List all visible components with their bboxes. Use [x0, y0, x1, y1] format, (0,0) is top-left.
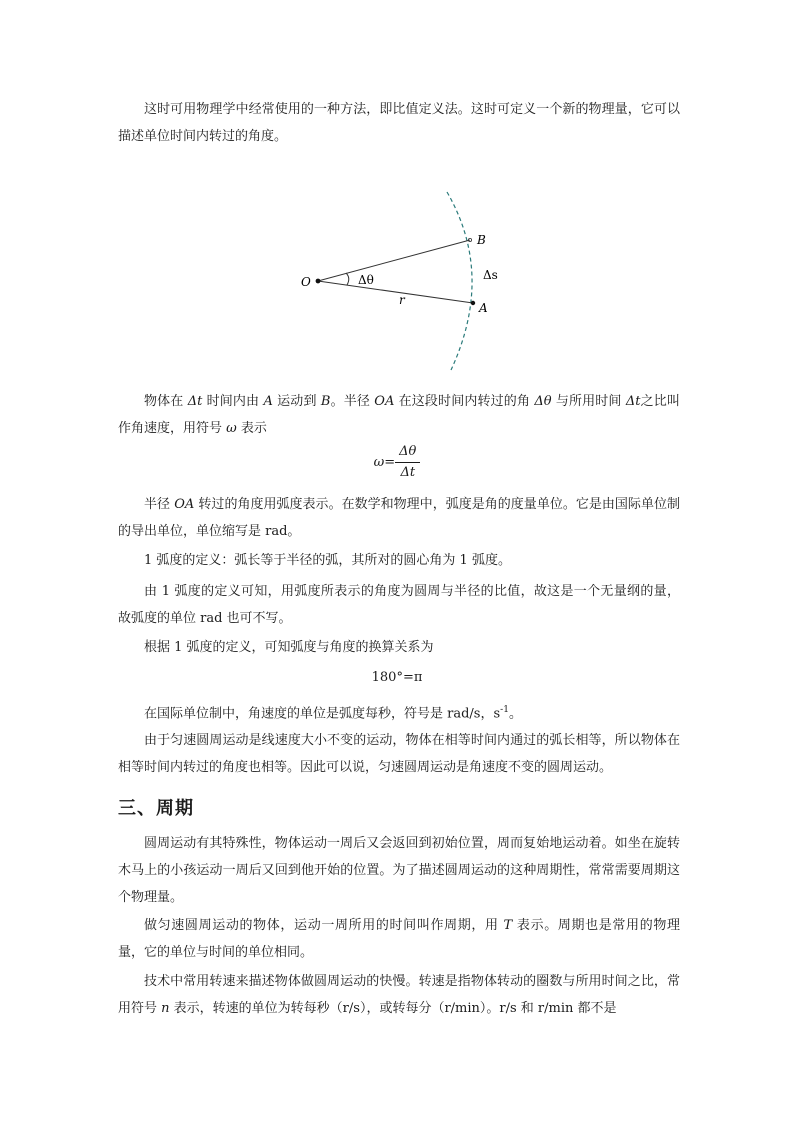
label-a: A: [479, 301, 488, 315]
point-a: [471, 301, 475, 305]
symbol-omega: ω: [226, 421, 237, 436]
text: 半径: [144, 497, 171, 512]
paragraph-angular-velocity-definition: [118, 388, 680, 442]
symbol-oa: OA: [374, 394, 395, 409]
symbol-n: n: [161, 1001, 170, 1016]
paragraph-uniform-circular-motion: 由于匀速圆周运动是线速度大小不变的运动，物体在相等时间内通过的弧长相等，所以物体在相等时间内转过的角度也相等。因此可以说，匀速圆周运动是角速度不变的圆周运动。: [118, 733, 680, 775]
symbol-dt: Δt: [187, 394, 203, 409]
text: 转过的角度用弧度表示。在数学和物理中，弧度是角的度量单位。它是由国际单位制的导出单位，单位缩写是 rad。: [118, 497, 680, 539]
symbol-dtheta: Δθ: [534, 394, 552, 409]
text: 之比叫作角速度，用符号: [118, 394, 680, 436]
label-ds: Δs: [483, 268, 498, 282]
text: 表示，转速的单位为转每秒（r/s），或转每分（r/min）。r/s 和 r/min 都不是: [173, 1001, 617, 1016]
symbol-a: A: [263, 394, 273, 409]
superscript: -1: [500, 705, 509, 715]
label-b: B: [477, 233, 486, 247]
fraction-denominator: Δt: [400, 465, 416, 480]
equation-fraction: [395, 443, 420, 482]
text: 表示: [240, 421, 267, 436]
text: 与所用时间: [555, 394, 622, 409]
paragraph-radian-definition: 1 弧度的定义：弧长等于半径的弧，其所对的圆心角为 1 弧度。: [144, 553, 511, 568]
symbol-t: T: [503, 918, 513, 933]
symbol-oa: OA: [174, 497, 195, 512]
point-o: [316, 279, 321, 284]
text: 物体在: [144, 394, 184, 409]
text: 技术中常用转速来描述物体做圆周运动的快慢。转速是指物体转动的圈数与所用时间之比，常用符号: [118, 974, 680, 1016]
text: 运动到: [277, 394, 317, 409]
equation-omega: [0, 443, 794, 482]
paragraph-ratio-definition: 这时可用物理学中经常使用的一种方法，即比值定义法。这时可定义一个新的物理量，它可以描述单位时间内转过的角度。: [118, 102, 680, 144]
text: 在这段时间内转过的角: [398, 394, 531, 409]
paragraph-periodicity: 圆周运动有其特殊性，物体运动一周后又会返回到初始位置，周而复始地运动着。如坐在旋转木马上的小孩运动一周后又回到他开始的位置。为了描述圆周运动的这种周期性，常常需要周期这个物理量。: [118, 836, 680, 905]
label-o: O: [301, 275, 311, 289]
angle-arc: [346, 273, 349, 285]
text: 做匀速圆周运动的物体，运动一周所用的时间叫作周期，用: [144, 918, 499, 933]
circle-arc: [447, 192, 472, 370]
paragraph-period-definition: [118, 912, 680, 966]
section-heading-period: 三、周期: [118, 798, 194, 819]
symbol-dt: Δt: [625, 394, 641, 409]
text: 表示。周期也是常用的物理量，它的单位与时间的单位相同。: [118, 918, 680, 960]
text: 。半径: [330, 394, 371, 409]
label-r: r: [399, 293, 405, 307]
text: 时间内由: [206, 394, 260, 409]
equation-lhs: ω=: [373, 455, 396, 470]
angular-velocity-figure: [0, 180, 794, 390]
label-dtheta: Δθ: [358, 273, 374, 287]
text: 。: [508, 706, 522, 722]
paragraph-rotation-speed: [118, 968, 680, 1022]
text: 在国际单位制中，角速度的单位是弧度每秒，符号是 rad/s，s: [144, 706, 501, 722]
paragraph-conversion: 根据 1 弧度的定义，可知弧度与角度的换算关系为: [144, 640, 434, 655]
radius-oa: [318, 281, 473, 303]
paragraph-radian-unit: [118, 491, 680, 545]
radius-ob: [318, 240, 470, 281]
fraction-numerator: Δθ: [395, 443, 420, 463]
equation-degree-pi: 180°=π: [371, 670, 423, 685]
symbol-b: B: [320, 394, 331, 409]
paragraph-dimensionless: 由 1 弧度的定义可知，用弧度所表示的角度为圆周与半径的比值，故这是一个无量纲的量，故弧度的单位 rad 也可不写。: [118, 584, 680, 626]
paragraph-si-unit: [118, 697, 680, 727]
